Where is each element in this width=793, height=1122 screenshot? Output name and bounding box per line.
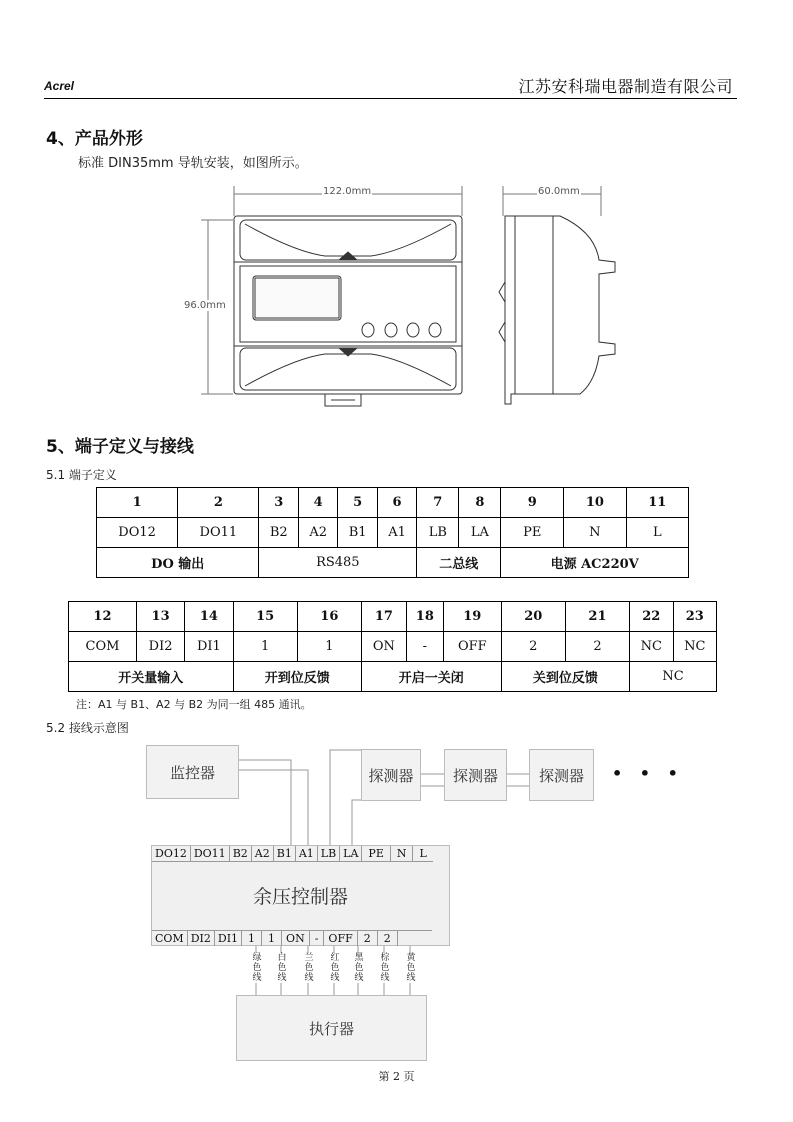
monitor-box: 监控器: [146, 745, 239, 799]
company-name: 江苏安科瑞电器制造有限公司: [518, 77, 733, 96]
section4-title: 4、产品外形: [46, 129, 143, 149]
table-cell: 10: [564, 488, 626, 518]
terminal-label: DO12: [152, 846, 191, 861]
dim-width-label: 122.0mm: [323, 186, 372, 197]
terminal-label: LB: [318, 846, 340, 861]
header-divider: [44, 98, 737, 99]
terminal-table-1: [96, 487, 689, 578]
rs485-note: 注：A1 与 B1、A2 与 B2 为同一组 485 通讯。: [76, 698, 312, 711]
terminal-label: DI1: [215, 931, 242, 946]
table-row: [97, 518, 689, 548]
table-cell: 6: [377, 488, 416, 518]
table-cell: OFF: [443, 632, 501, 662]
table-cell: 11: [626, 488, 688, 518]
terminal-label: 1: [262, 931, 282, 946]
table-cell: L: [626, 518, 688, 548]
table-cell: 1: [97, 488, 178, 518]
controller-bottom-terminals: [152, 930, 432, 946]
wire-label-yellow: 黄色线: [406, 953, 416, 983]
terminal-label: 2: [358, 931, 378, 946]
terminal-label: -: [310, 931, 325, 946]
table-cell: A1: [377, 518, 416, 548]
table-cell: 9: [501, 488, 564, 518]
terminal-table-2: [68, 601, 717, 692]
table-cell: 8: [459, 488, 501, 518]
terminal-label: N: [391, 846, 414, 861]
terminal-label: B2: [230, 846, 252, 861]
terminal-label: [398, 931, 432, 946]
table-cell: 1: [233, 632, 297, 662]
section5-2-title: 5.2 接线示意图: [46, 721, 129, 735]
table-cell: -: [406, 632, 443, 662]
actuator-box: 执行器: [236, 995, 427, 1061]
table-cell: 关到位反馈: [501, 662, 629, 692]
terminal-label: A2: [252, 846, 274, 861]
table-cell: DO12: [97, 518, 178, 548]
table-cell: RS485: [259, 548, 417, 578]
table-cell: NC: [630, 662, 717, 692]
page-number: 第 2 页: [378, 1070, 415, 1083]
table-cell: B2: [259, 518, 299, 548]
terminal-label: DI2: [188, 931, 215, 946]
table-cell: B1: [338, 518, 378, 548]
table-cell: ON: [361, 632, 406, 662]
wire-label-green: 绿色线: [252, 953, 262, 983]
table-cell: 1: [297, 632, 361, 662]
table-cell: 15: [233, 602, 297, 632]
table-cell: 7: [417, 488, 459, 518]
table-cell: 16: [297, 602, 361, 632]
table-row: [69, 632, 717, 662]
table-cell: 二总线: [417, 548, 501, 578]
dim-depth-label: 60.0mm: [538, 186, 580, 197]
detector-box: 探测器: [444, 749, 507, 801]
table-cell: DO 输出: [97, 548, 259, 578]
detector-box: 探测器: [361, 749, 421, 801]
table-cell: DO11: [178, 518, 259, 548]
terminal-label: LA: [340, 846, 362, 861]
table-cell: 14: [185, 602, 233, 632]
more-detectors-ellipsis: • • •: [612, 764, 684, 783]
table-cell: COM: [69, 632, 137, 662]
table-cell: 20: [501, 602, 565, 632]
table-cell: 开到位反馈: [233, 662, 361, 692]
section4-desc: 标准 DIN35mm 导轨安装，如图所示。: [78, 156, 308, 171]
table-row: [69, 662, 717, 692]
terminal-label: OFF: [324, 931, 357, 946]
table-cell: NC: [673, 632, 717, 662]
table-cell: DI1: [185, 632, 233, 662]
wire-label-red: 红色线: [330, 953, 340, 983]
controller-label: 余压控制器: [252, 886, 348, 908]
controller-top-terminals: [152, 846, 433, 862]
table-cell: 4: [299, 488, 338, 518]
brand-logo-text: Acrel: [44, 79, 75, 93]
terminal-label: 1: [242, 931, 262, 946]
table-cell: 电源 AC220V: [501, 548, 689, 578]
terminal-label: 2: [378, 931, 398, 946]
terminal-label: PE: [362, 846, 390, 861]
table-cell: 17: [361, 602, 406, 632]
wire-label-brown: 棕色线: [380, 953, 390, 983]
section5-1-title: 5.1 端子定义: [46, 468, 117, 482]
section5-title: 5、端子定义与接线: [46, 437, 194, 457]
table-cell: 21: [565, 602, 629, 632]
table-cell: 12: [69, 602, 137, 632]
table-cell: 2: [501, 632, 565, 662]
table-cell: 19: [443, 602, 501, 632]
table-cell: PE: [501, 518, 564, 548]
wire-label-black: 黑色线: [354, 953, 364, 983]
wire-label-white: 白色线: [277, 953, 287, 983]
detector-box: 探测器: [529, 749, 594, 801]
terminal-label: COM: [152, 931, 188, 946]
terminal-label: B1: [274, 846, 296, 861]
table-row: [97, 548, 689, 578]
dim-height-label: 96.0mm: [184, 300, 226, 311]
table-cell: N: [564, 518, 626, 548]
table-cell: 5: [338, 488, 378, 518]
table-cell: LA: [459, 518, 501, 548]
wire-label-blue: 兰色线: [304, 953, 314, 983]
table-cell: 23: [673, 602, 717, 632]
table-row: [69, 602, 717, 632]
table-cell: 2: [178, 488, 259, 518]
terminal-label: DO11: [191, 846, 230, 861]
table-cell: DI2: [136, 632, 184, 662]
table-cell: LB: [417, 518, 459, 548]
table-cell: NC: [630, 632, 673, 662]
table-cell: 2: [565, 632, 629, 662]
terminal-label: L: [419, 847, 427, 860]
table-cell: 开启一关闭: [361, 662, 501, 692]
table-cell: 3: [259, 488, 299, 518]
terminal-label: ON: [282, 931, 310, 946]
product-outline-drawing: [175, 182, 635, 412]
table-cell: 18: [406, 602, 443, 632]
terminal-label: A1: [296, 846, 318, 861]
table-cell: 22: [630, 602, 673, 632]
table-cell: A2: [299, 518, 338, 548]
table-cell: 13: [136, 602, 184, 632]
table-row: [97, 488, 689, 518]
table-cell: 开关量输入: [69, 662, 234, 692]
